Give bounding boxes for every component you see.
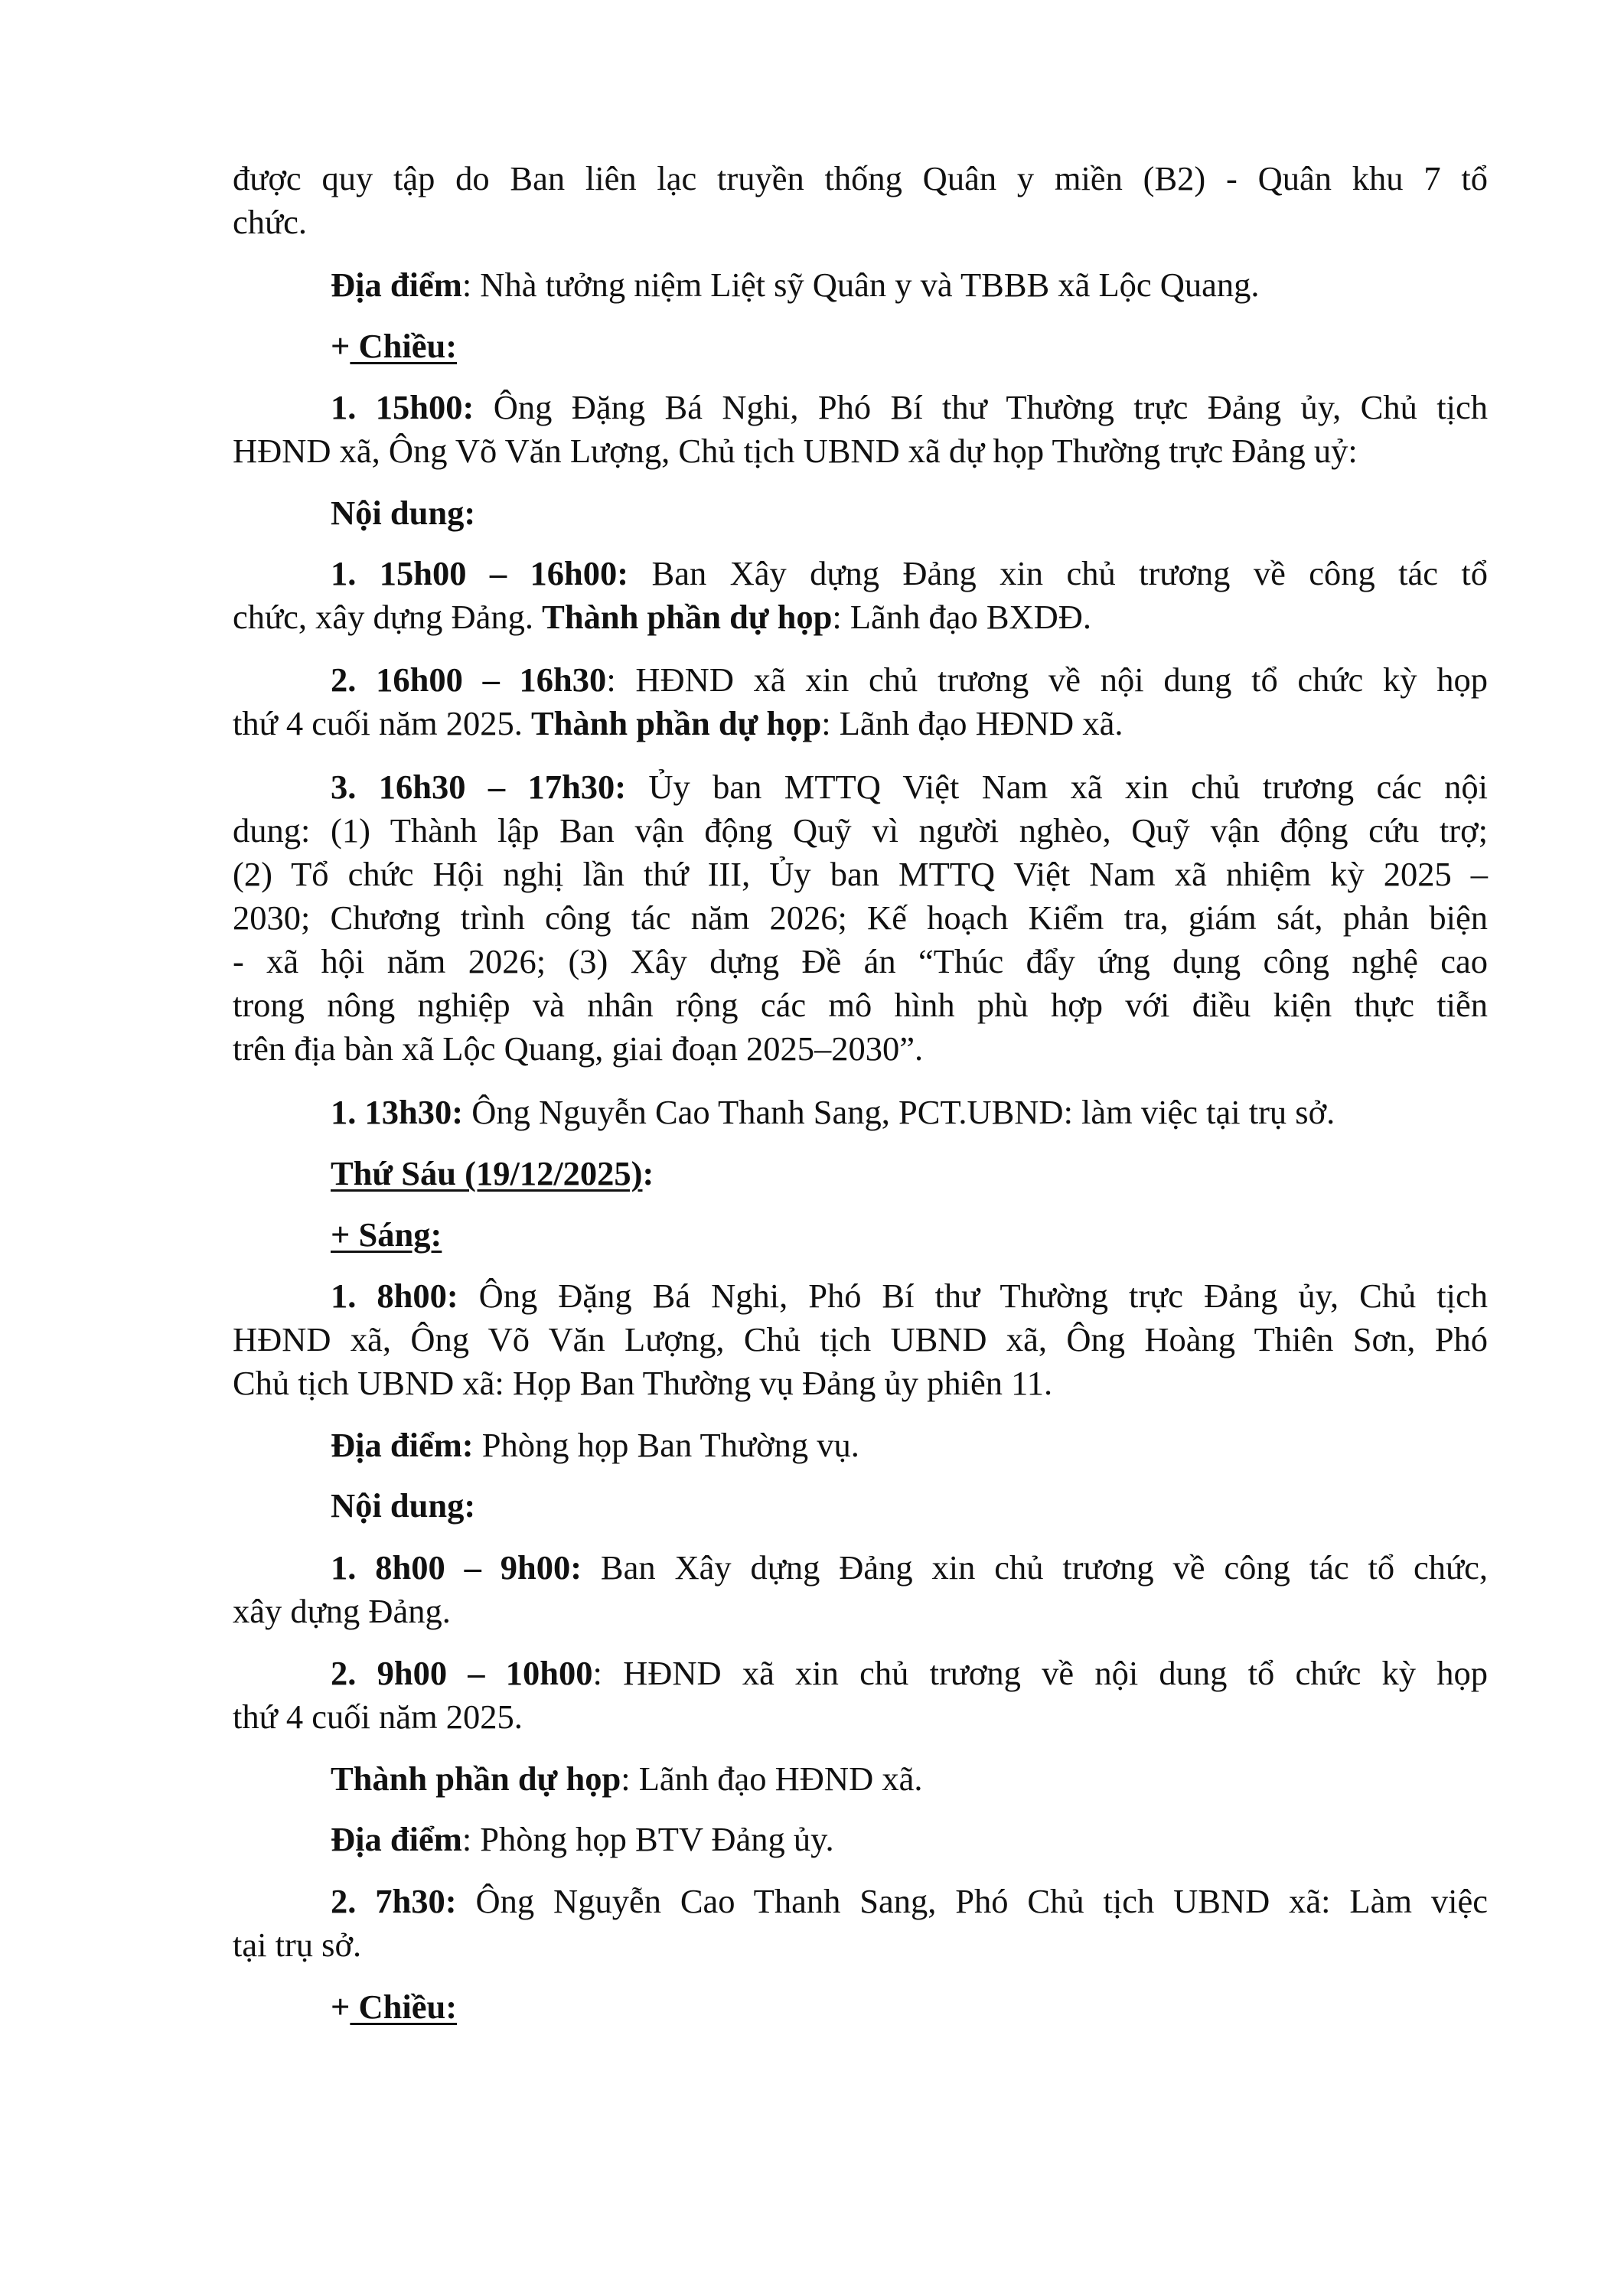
text-line: dung: (1) Thành lập Ban vận động Quỹ vì người nghèo, Quỹ vận động cứu trợ;: [233, 811, 1488, 850]
paragraph-continuation: [233, 157, 1488, 244]
text: : HĐND xã xin chủ trương về nội dung tổ chức kỳ họp: [592, 1654, 1488, 1692]
label: Thành phần dự họp: [542, 598, 833, 636]
participants-line: [233, 1757, 1488, 1801]
agenda-item: [233, 765, 1488, 1071]
agenda-item: [233, 1091, 1488, 1134]
agenda-item: [233, 1274, 1488, 1405]
label: Nội dung:: [331, 494, 476, 532]
label: Thành phần dự họp: [331, 1760, 621, 1798]
label: Địa điểm:: [331, 1426, 474, 1464]
section-heading-afternoon: [233, 325, 1488, 368]
text: : Lãnh đạo HĐND xã.: [821, 704, 1123, 742]
text: : Lãnh đạo HĐND xã.: [621, 1760, 923, 1798]
section-heading-afternoon: [233, 1985, 1488, 2029]
plus-sign: +: [331, 327, 351, 365]
label: Thành phần dự họp: [530, 704, 822, 742]
text: thứ 4 cuối năm 2025.: [233, 704, 531, 742]
time-label: 2. 7h30:: [331, 1882, 457, 1920]
text-line: trong nông nghiệp và nhân rộng các mô hình phù hợp với điều kiện thực tiễn: [233, 986, 1488, 1024]
text: Phòng họp Ban Thường vụ.: [473, 1426, 859, 1464]
heading: + Sáng:: [331, 1215, 442, 1254]
agenda-item: [233, 1652, 1488, 1739]
heading: Chiều:: [350, 327, 458, 365]
time-label: 1. 8h00:: [331, 1277, 458, 1315]
time-label: 1. 13h30:: [331, 1093, 464, 1131]
plus-sign: +: [331, 1988, 351, 2026]
text-line: HĐND xã, Ông Võ Văn Lượng, Chủ tịch UBND xã dự họp Thường trực Đảng uỷ:: [233, 432, 1358, 470]
text-line: HĐND xã, Ông Võ Văn Lượng, Chủ tịch UBND xã, Ông Hoàng Thiên Sơn, Phó: [233, 1320, 1488, 1358]
text-line: - xã hội năm 2026; (3) Xây dựng Đề án “Thúc đẩy ứng dụng công nghệ cao: [233, 942, 1488, 980]
time-label: 1. 15h00:: [331, 388, 474, 426]
text: Ủy ban MTTQ Việt Nam xã xin chủ trương các nội: [626, 768, 1488, 806]
agenda-item: [233, 1546, 1488, 1633]
text-line: trên địa bàn xã Lộc Quang, giai đoạn 2025–2030”.: [233, 1029, 924, 1068]
time-label: 2. 9h00 – 10h00: [331, 1654, 593, 1692]
text: Ban Xây dựng Đảng xin chủ trương về công tác tổ chức,: [582, 1548, 1488, 1587]
text: Ban Xây dựng Đảng xin chủ trương về công tác tổ: [628, 554, 1488, 592]
content-heading: [233, 491, 1488, 535]
label: Địa điểm: [331, 266, 462, 304]
text: : HĐND xã xin chủ trương về nội dung tổ chức kỳ họp: [606, 660, 1488, 699]
text-line: Chủ tịch UBND xã: Họp Ban Thường vụ Đảng ủy phiên 11.: [233, 1364, 1053, 1402]
time-label: 1. 8h00 – 9h00:: [331, 1548, 582, 1587]
paragraph-location: [233, 1424, 1488, 1467]
agenda-item: [233, 552, 1488, 639]
text-line: xây dựng Đảng.: [233, 1592, 451, 1630]
agenda-item: [233, 386, 1488, 473]
text-line: (2) Tổ chức Hội nghị lần thứ III, Ủy ban MTTQ Việt Nam xã nhiệm kỳ 2025 –: [233, 855, 1488, 893]
text-line: được quy tập do Ban liên lạc truyền thống Quân y miền (B2) - Quân khu 7 tổ: [233, 159, 1488, 197]
label: Nội dung:: [331, 1486, 476, 1525]
text: Ông Nguyễn Cao Thanh Sang, PCT.UBND: làm việc tại trụ sở.: [463, 1093, 1335, 1131]
text: : Nhà tưởng niệm Liệt sỹ Quân y và TBBB xã Lộc Quang.: [461, 266, 1260, 304]
time-label: 2. 16h00 – 16h30: [331, 660, 607, 699]
text: chức, xây dựng Đảng.: [233, 598, 543, 636]
suffix: :: [642, 1154, 654, 1192]
paragraph-location: [233, 263, 1488, 307]
text: Ông Nguyễn Cao Thanh Sang, Phó Chủ tịch UBND xã: Làm việc: [456, 1882, 1488, 1920]
heading: Chiều:: [350, 1988, 458, 2026]
text-line: thứ 4 cuối năm 2025.: [233, 1698, 523, 1736]
text: Ông Đặng Bá Nghi, Phó Bí thư Thường trực Đảng ủy, Chủ tịch: [458, 1277, 1488, 1315]
day-heading: [233, 1152, 1488, 1195]
text-line: chức.: [233, 203, 307, 241]
text: Ông Đặng Bá Nghi, Phó Bí thư Thường trực Đảng ủy, Chủ tịch: [474, 388, 1488, 426]
text: : Phòng họp BTV Đảng ủy.: [461, 1820, 834, 1858]
time-label: 3. 16h30 – 17h30:: [331, 768, 627, 806]
paragraph-location: [233, 1818, 1488, 1861]
text: : Lãnh đạo BXDĐ.: [832, 598, 1092, 636]
text-line: tại trụ sở.: [233, 1926, 362, 1964]
agenda-item: [233, 1880, 1488, 1967]
agenda-item: [233, 658, 1488, 745]
time-label: 1. 15h00 – 16h00:: [331, 554, 629, 592]
label: Địa điểm: [331, 1820, 462, 1858]
content-heading: [233, 1484, 1488, 1528]
section-heading-morning: [233, 1213, 1488, 1257]
heading: Thứ Sáu (19/12/2025): [331, 1154, 643, 1192]
text-line: 2030; Chương trình công tác năm 2026; Kế hoạch Kiểm tra, giám sát, phản biện: [233, 899, 1488, 937]
